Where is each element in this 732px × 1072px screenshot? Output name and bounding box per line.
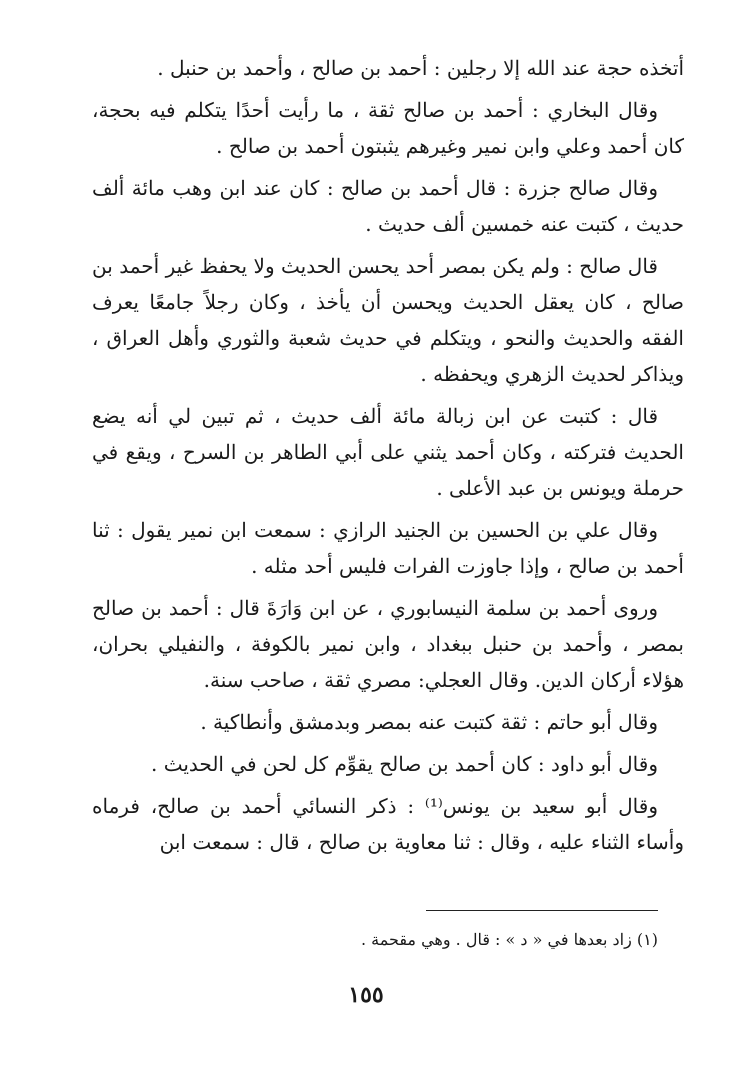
paragraph-10: وقال أبو سعيد بن يونس⁽¹⁾ : ذكر النسائي أحمد بن صالح، فرماه وأساء الثناء عليه ، وقال : ثنا معاوية بن صالح ، قال : سمعت ابن	[92, 794, 684, 854]
page-number: ١٥٥	[348, 982, 384, 1008]
footnote-divider	[426, 910, 658, 911]
paragraph-8: وقال أبو حاتم : ثقة كتبت عنه بمصر وبدمشق وأنطاكية .	[200, 710, 658, 734]
paragraph-3: وقال صالح جزرة : قال أحمد بن صالح : كان عند ابن وهب مائة ألف حديث ، كتبت عنه خمسين ألف حديث .	[92, 176, 684, 236]
footnote: (١) زاد بعدها في « د » : قال . وهي مقحمة .	[360, 930, 658, 949]
paragraph-7: وروى أحمد بن سلمة النيسابوري ، عن ابن وَارَةَ قال : أحمد بن صالح بمصر ، وأحمد بن حنبل ببغداد ، وابن نمير بالكوفة ، والنفيلي بحران، هؤلاء أركان الدين. وقال العجلي: مصري ثقة ، صاحب سنة.	[92, 596, 684, 692]
paragraph-4: قال صالح : ولم يكن بمصر أحد يحسن الحديث ولا يحفظ غير أحمد بن صالح ، كان يعقل الحديث ويحسن أن يأخذ ، وكان رجلاً جامعًا يعرف الفقه والحديث والنحو ، ويتكلم في حديث شعبة والثوري وأهل العراق ، ويذاكر لحديث الزهري ويحفظه .	[92, 254, 684, 386]
paragraph-2: وقال البخاري : أحمد بن صالح ثقة ، ما رأيت أحدًا يتكلم فيه بحجة، كان أحمد وعلي وابن نمير وغيرهم يثبتون أحمد بن صالح .	[92, 98, 684, 158]
paragraph-5: قال : كتبت عن ابن زبالة مائة ألف حديث ، ثم تبين لي أنه يضع الحديث فتركته ، وكان أحمد يثني على أبي الطاهر بن السرح ، ويقع في حرملة ويونس بن عبد الأعلى .	[92, 404, 684, 500]
paragraph-6: وقال علي بن الحسين بن الجنيد الرازي : سمعت ابن نمير يقول : ثنا أحمد بن صالح ، وإذا جاوزت الفرات فليس أحد مثله .	[92, 518, 684, 578]
paragraph-9: وقال أبو داود : كان أحمد بن صالح يقوِّم كل لحن في الحديث .	[150, 752, 658, 776]
paragraph-1: أتخذه حجة عند الله إلا رجلين : أحمد بن صالح ، وأحمد بن حنبل .	[157, 56, 684, 80]
main-text	[92, 50, 684, 866]
